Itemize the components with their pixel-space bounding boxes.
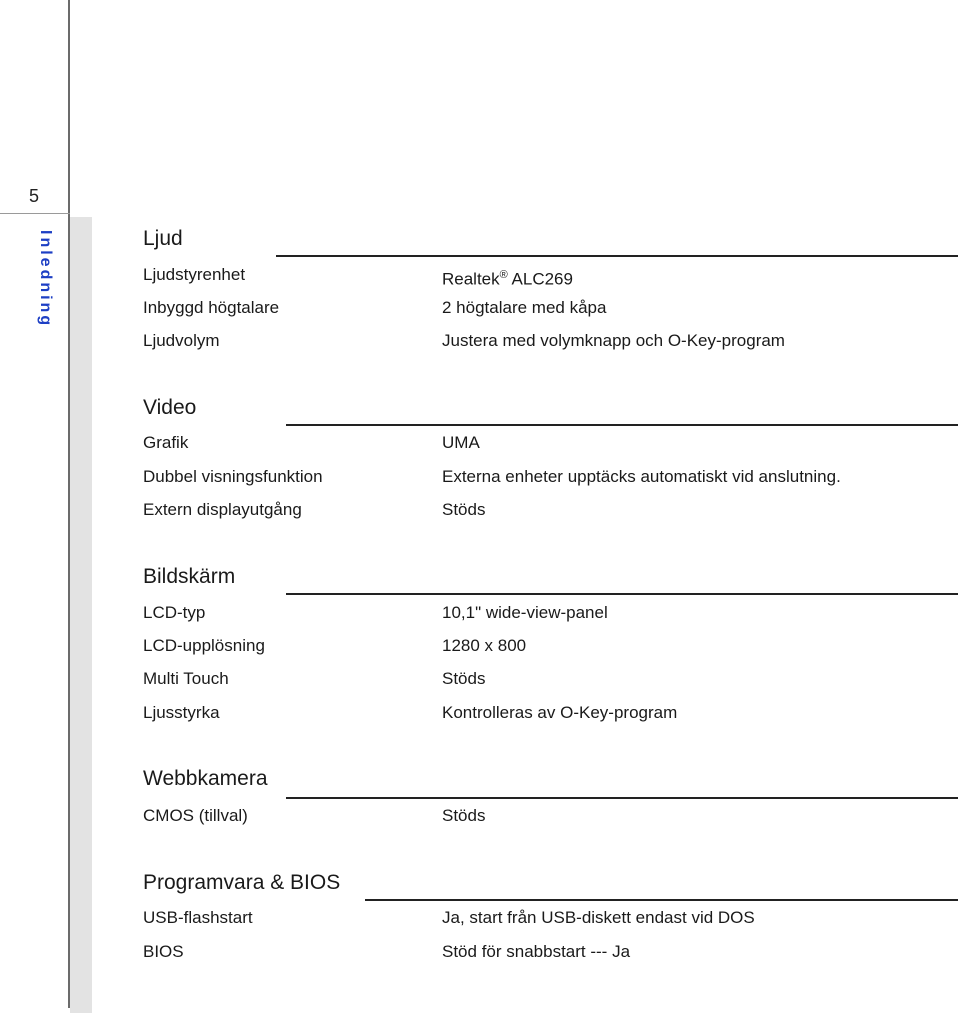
- spec-key: USB-flashstart: [143, 908, 253, 927]
- section-rule: [286, 424, 958, 426]
- section-title: Bildskärm: [143, 565, 236, 588]
- spec-value: Stöds: [442, 500, 486, 519]
- section-rule: [286, 797, 958, 799]
- spec-key: LCD-typ: [143, 603, 206, 622]
- spec-key: Dubbel visningsfunktion: [143, 467, 323, 486]
- chapter-label: Inledning: [37, 230, 54, 329]
- section-title: Video: [143, 396, 197, 419]
- spec-key: Ljudvolym: [143, 331, 220, 350]
- spec-key: Extern displayutgång: [143, 500, 302, 519]
- spec-key: Ljusstyrka: [143, 703, 220, 722]
- spec-value: Justera med volymknapp och O-Key-program: [442, 331, 785, 350]
- spec-value: Stöds: [442, 669, 486, 688]
- section-ljud: [143, 226, 958, 356]
- spec-key: Ljudstyrenhet: [143, 265, 246, 284]
- section-title: Webbkamera: [143, 767, 268, 790]
- spec-value: UMA: [442, 433, 480, 452]
- spec-value: Stöd för snabbstart --- Ja: [442, 942, 631, 961]
- section-webbkamera: [143, 766, 958, 831]
- section-programvara-bios: [143, 870, 958, 970]
- section-title: Programvara & BIOS: [143, 871, 341, 894]
- spec-key: BIOS: [143, 942, 184, 961]
- section-bildskarm: [143, 564, 958, 729]
- spec-value: Stöds: [442, 806, 486, 825]
- section-video: [143, 395, 958, 525]
- spec-value: Kontrolleras av O-Key-program: [442, 703, 678, 722]
- spec-key: Multi Touch: [143, 669, 229, 688]
- spec-key: Inbyggd högtalare: [143, 298, 280, 317]
- section-rule: [286, 593, 958, 595]
- spec-key: Grafik: [143, 433, 189, 452]
- spec-value: [442, 265, 573, 290]
- spec-value: Externa enheter upptäcks automatiskt vid anslutning.: [442, 467, 841, 486]
- page-number: 5: [28, 186, 39, 206]
- section-title: Ljud: [143, 227, 183, 250]
- section-rule: [276, 255, 958, 257]
- registered-mark: ®: [499, 269, 508, 281]
- spec-key: LCD-upplösning: [143, 636, 265, 655]
- spec-value-model: ALC269: [507, 269, 573, 289]
- spec-value: 2 högtalare med kåpa: [442, 298, 607, 317]
- spec-value: 1280 x 800: [442, 636, 527, 655]
- spec-key: CMOS (tillval): [143, 806, 248, 825]
- section-rule: [365, 899, 958, 901]
- spec-value: Ja, start från USB-diskett endast vid DOS: [442, 908, 755, 927]
- margin-band: [70, 217, 92, 1013]
- spec-value: 10,1" wide-view-panel: [442, 603, 608, 622]
- page-number-rule: [0, 213, 70, 214]
- spec-value-brand: Realtek: [442, 269, 500, 289]
